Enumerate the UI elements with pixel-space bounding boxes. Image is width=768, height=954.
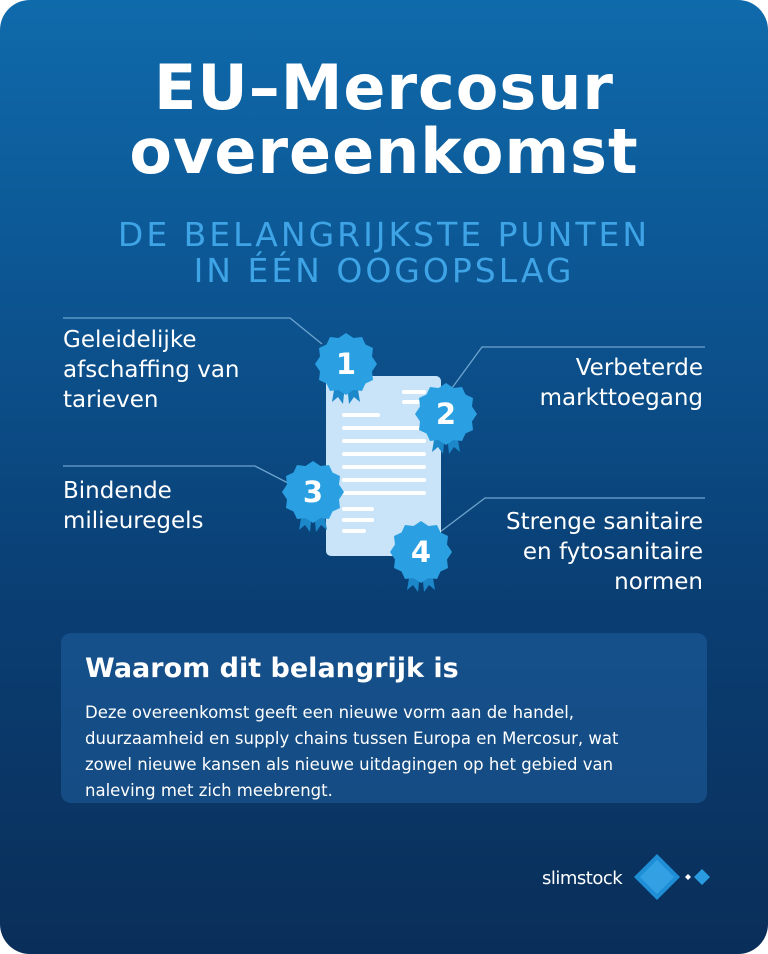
info-title: Waarom dit belangrijk is [85,653,459,684]
badge-number-4: 4 [410,535,432,569]
point-label-1 [63,325,240,415]
point-3-line-1: Bindende [63,478,172,504]
info-body-line-2: duurzaamheid en supply chains tussen Europa en Mercosur, wat [85,729,619,748]
brand-name: slimstock [542,868,623,889]
info-body-line-3: zowel nieuwe kansen als nieuwe uitdagingen op het gebied van [85,755,614,774]
point-1-line-2: afschaffing van [63,357,240,383]
info-body-line-4: naleving met zich meebrengt. [85,781,333,800]
subtitle-line-2: IN ÉÉN OOGOPSLAG [193,251,575,290]
point-1-line-1: Geleidelijke [63,327,197,353]
info-body [85,700,695,804]
point-3-line-2: milieuregels [63,508,204,534]
slimstock-diamond-logo [634,854,710,900]
point-2-line-2: markttoegang [539,385,703,411]
point-2-line-1: Verbeterde [575,355,703,381]
info-body-line-1: Deze overeenkomst geeft een nieuwe vorm aan de handel, [85,703,575,722]
point-label-2 [540,353,703,413]
point-4-line-3: normen [614,569,703,595]
badge-number-2: 2 [435,397,457,431]
subtitle-line-1: DE BELANGRIJKSTE PUNTEN [117,215,651,254]
badge-number-1: 1 [335,347,357,381]
info-box [61,633,707,803]
point-label-4 [506,507,703,597]
point-4-line-1: Strenge sanitaire [505,509,703,535]
point-label-3 [63,476,204,536]
badge-number-3: 3 [302,475,324,509]
point-1-line-3: tarieven [63,387,159,413]
point-4-line-2: en fytosanitaire [522,539,703,565]
page-title-line-1: EU–Mercosur [154,51,614,124]
page-title-line-2: overeenkomst [129,115,639,188]
